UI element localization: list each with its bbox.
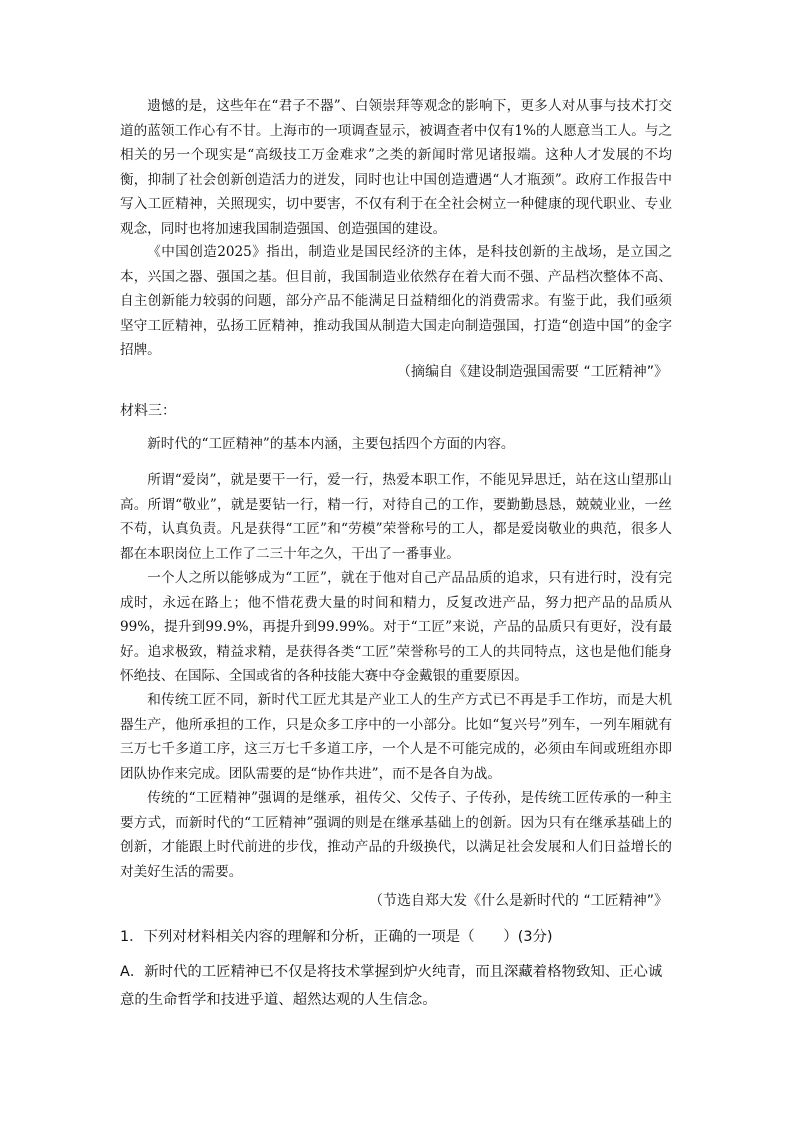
source-citation-2: （节选自郑大发《什么是新时代的 “工匠精神”》 xyxy=(369,893,668,909)
paragraph-made-in-china: 《中国创造2025》指出，制造业是国民经济的主体，是科技创新的主战场，是立国之本，兴国之器、强国之基。但目前，我国制造业依然存在着大而不强、产品档次整体不高、自主创新能力较弱的问题，部分产品不能满足日益精细化的消费需求。有鉴于此，我们亟须坚守工匠精神，弘扬工匠精神，推动我国从制造大国走向制造强国，打造“创造中国”的金字招牌。 xyxy=(120,244,672,359)
paragraph-m3-teamwork: 和传统工匠不同，新时代工匠尤其是产业工人的生产方式已不再是手工作坊，而是大机器生产，他所承担的工作，只是众多工序中的一小部分。比如“复兴号”列车，一列车厢就有三万七千多道工序，这三万七千多道工序，一个人是不可能完成的，必须由车间或班组亦即团队协作来完成。团队需要的是“协作共进”，而不是各自为战。 xyxy=(120,692,672,782)
paragraph-m3-innovation: 传统的“工匠精神”强调的是继承，祖传父、父传子、子传孙，是传统工匠传承的一种主要方式，而新时代的“工匠精神”强调的则是在继承基础上的创新。因为只有在继承基础上的创新，才能跟上时代前进的步伐，推动产品的升级换代，以满足社会发展和人们日益增长的对美好生活的需要。 xyxy=(120,790,672,880)
paragraph-m3-intro: 新时代的“工匠精神”的基本内涵，主要包括四个方面的内容。 xyxy=(147,436,515,452)
source-citation-1: （摘编自《建设制造强国需要 “工匠精神”》 xyxy=(397,364,668,380)
question-stem: 1．下列对材料相关内容的理解和分析，正确的一项是（ ）(3分) xyxy=(120,929,553,945)
paragraph-m3-quality: 一个人之所以能够成为“工匠”，就在于他对自己产品品质的追求，只有进行时，没有完成时，永远在路上；他不惜花费大量的时间和精力，反复改进产品，努力把产品的品质从99%，提升到99.9%，再提升到99.99%。对于“工匠”来说，产品的品质只有更好，没有最好。追求极致，精益求精，是获得各类“工匠”荣誉称号的工人的共同特点，这也是他们能身怀绝技、在国际、全国或省的各种技能大赛中夺金戴银的重要原因。 xyxy=(120,570,672,685)
question-option-a: A．新时代的工匠精神已不仅是将技术掌握到炉火纯青，而且深藏着格物致知、正心诚意的生命哲学和技进乎道、超然达观的人生信念。 xyxy=(120,964,663,1008)
paragraph-m3-love-job: 所谓“爱岗”，就是要干一行，爱一行，热爱本职工作，不能见异思迁，站在这山望那山高。所谓“敬业”，就是要钻一行，精一行，对待自己的工作，要勤勤恳恳，兢兢业业，一丝不苟，认真负责。凡是获得“工匠”和“劳模”荣誉称号的工人，都是爱岗敬业的典范，很多人都在本职岗位上工作了二三十年之久，干出了一番事业。 xyxy=(120,472,672,562)
material-three-heading: 材料三： xyxy=(120,403,176,419)
paragraph-talent-gap: 遗憾的是，这些年在“君子不器”、白领崇拜等观念的影响下，更多人对从事与技术打交道的蓝领工作心有不甘。上海市的一项调查显示，被调查者中仅有1%的人愿意当工人。与之相关的另一个现实是“高级技工万金难求”之类的新闻时常见诸报端。这种人才发展的不均衡，抑制了社会创新创造活力的迸发，同时也让中国创造遭遇“人才瓶颈”。政府工作报告中写入工匠精神，关照现实，切中要害，不仅有利于在全社会树立一种健康的现代职业、专业观念，同时也将加速我国制造强国、创造强国的建设。 xyxy=(120,98,672,237)
